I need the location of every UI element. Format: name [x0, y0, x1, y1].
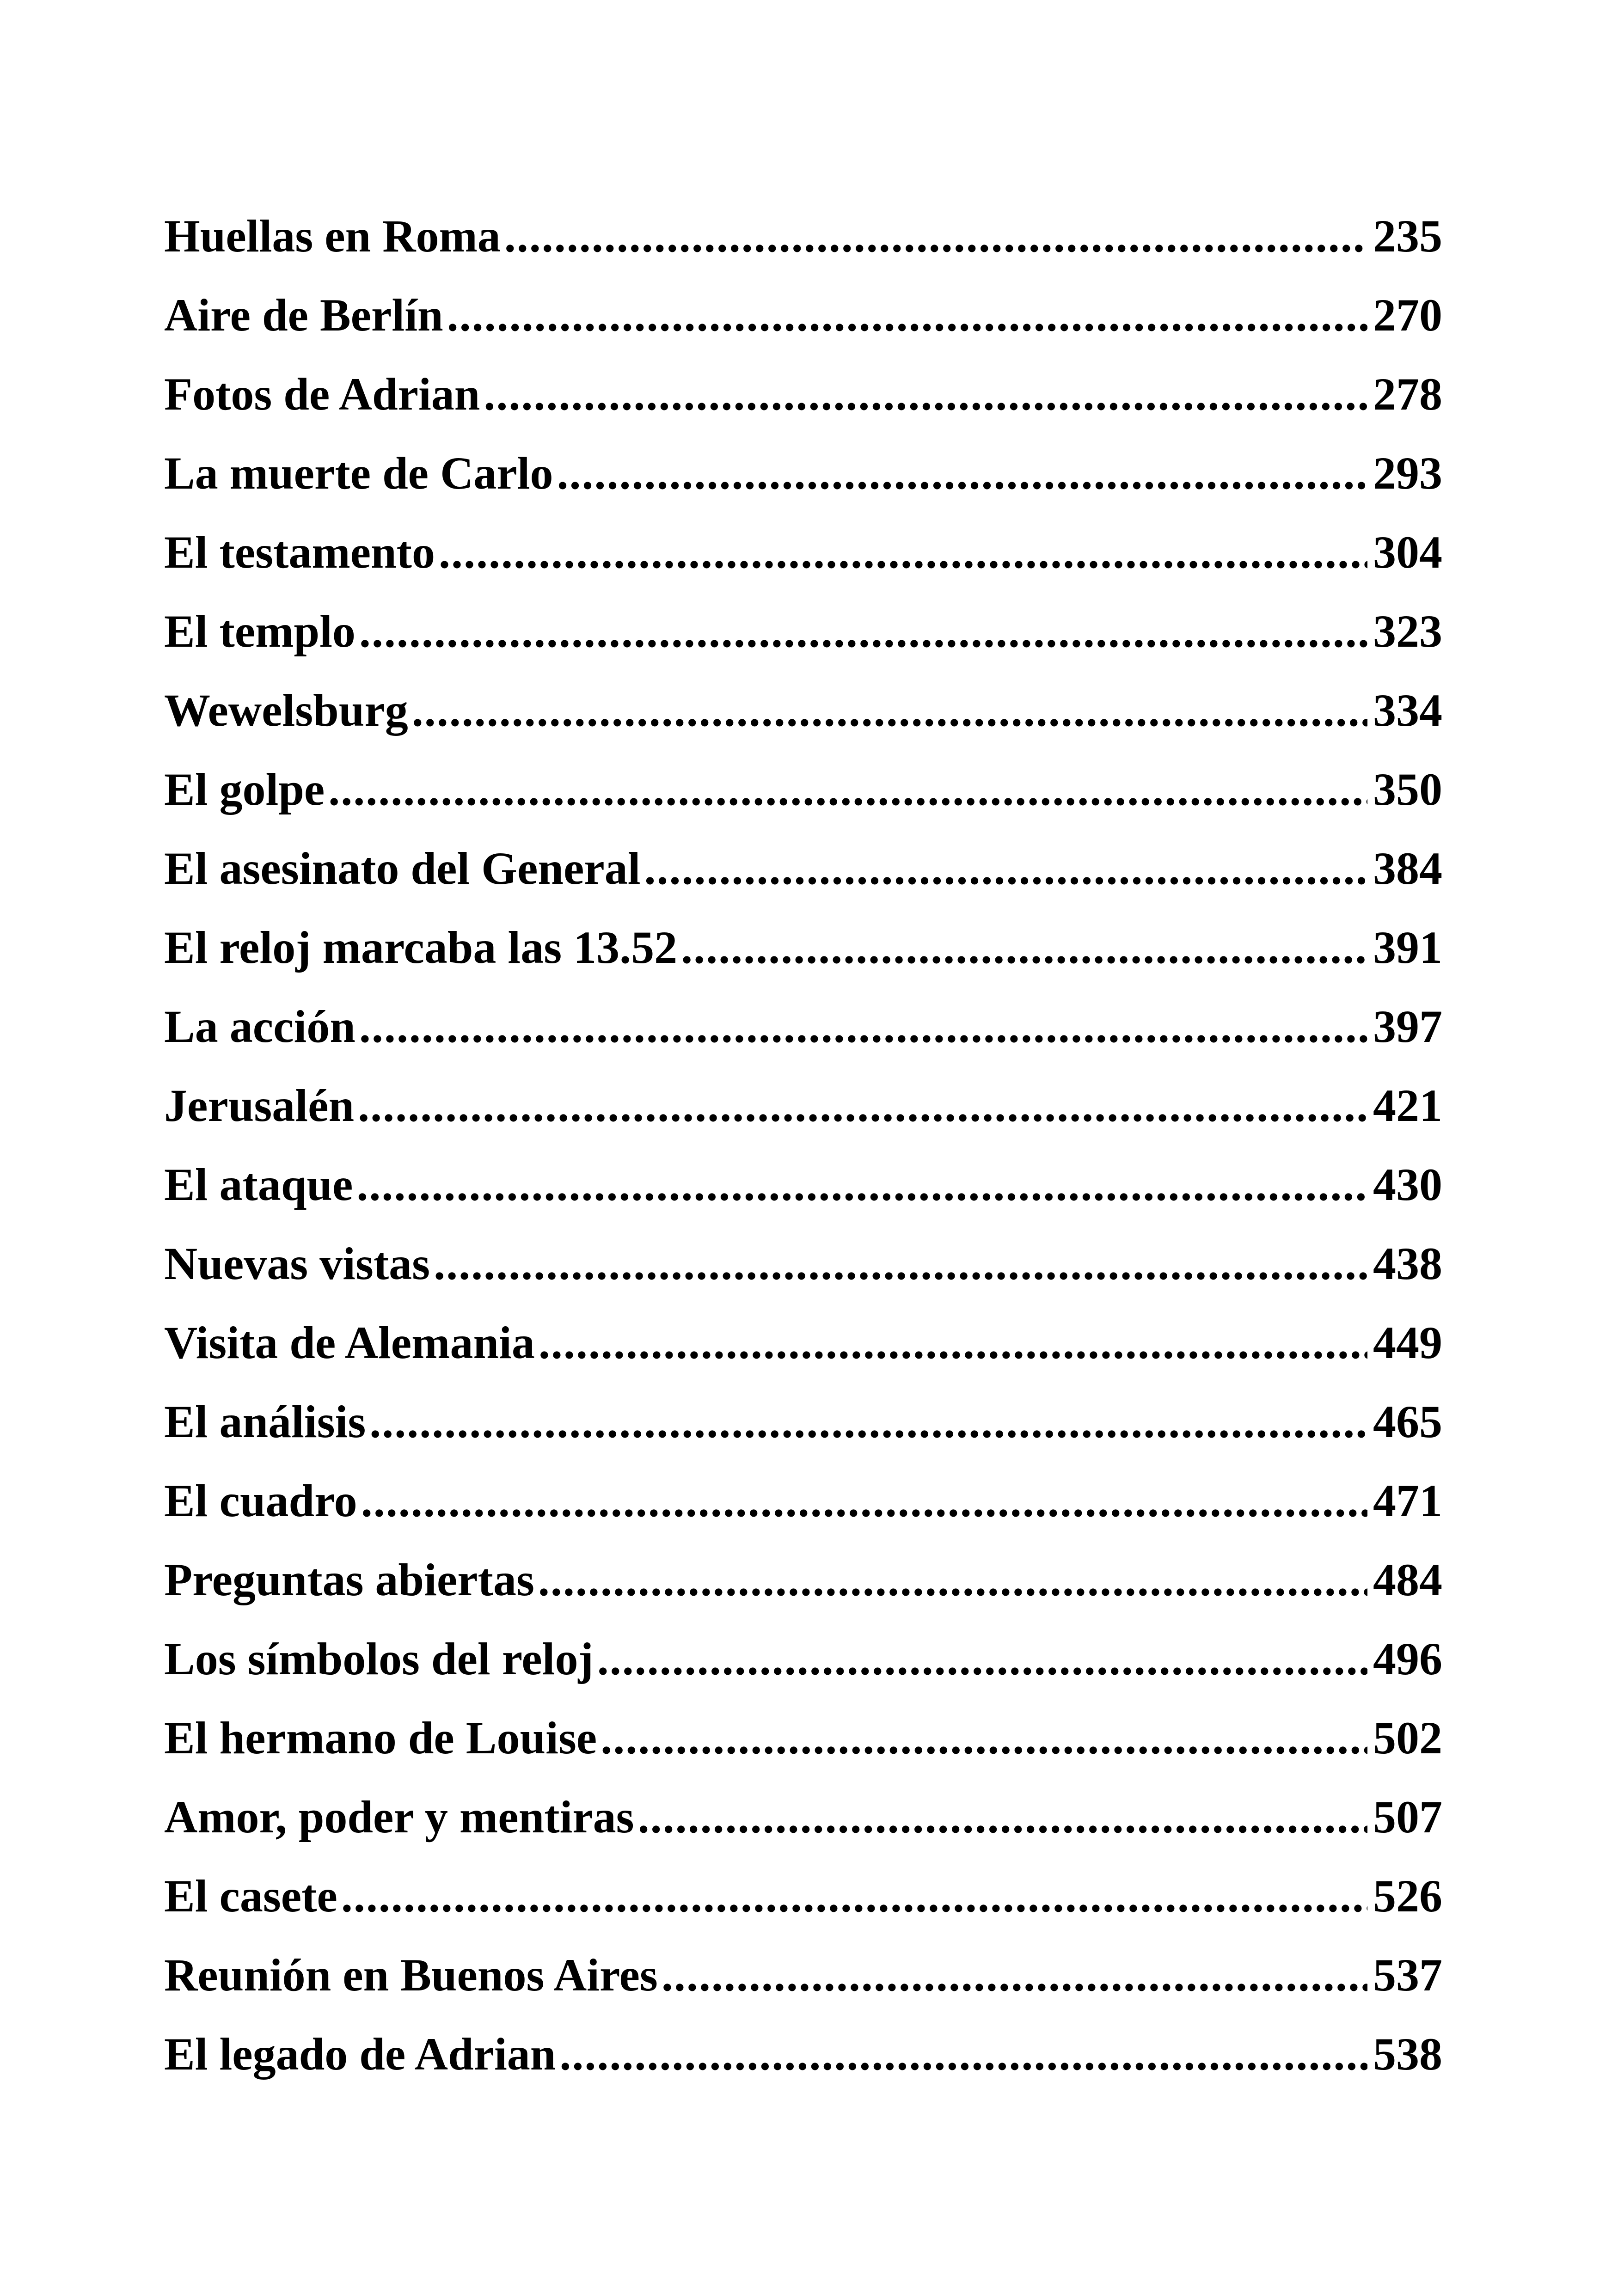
- toc-entry-page-number: 391: [1373, 922, 1442, 973]
- dot-leader: [504, 196, 1367, 276]
- toc-entry-title: El legado de Adrian: [164, 2028, 556, 2080]
- toc-entry[interactable]: [164, 355, 1442, 434]
- toc-entry-title: El ataque: [164, 1159, 353, 1210]
- dot-leader: [369, 1382, 1367, 1461]
- dot-leader: [358, 1066, 1367, 1145]
- toc-entry-page-number: 350: [1373, 764, 1442, 815]
- toc-entry[interactable]: [164, 1935, 1442, 2014]
- toc-entry-page-number: 507: [1373, 1791, 1442, 1843]
- toc-entry[interactable]: [164, 276, 1442, 355]
- toc-entry-page-number: 235: [1373, 210, 1442, 262]
- toc-entry-title: Preguntas abiertas: [164, 1554, 534, 1605]
- dot-leader: [638, 1777, 1367, 1856]
- toc-entry-title: Huellas en Roma: [164, 210, 501, 262]
- toc-entry-title: El hermano de Louise: [164, 1712, 597, 1763]
- dot-leader: [681, 908, 1367, 987]
- toc-entry-title: El asesinato del General: [164, 843, 641, 894]
- toc-entry-page-number: 502: [1373, 1712, 1442, 1763]
- toc-entry-page-number: 323: [1373, 606, 1442, 657]
- toc-entry-title: Reunión en Buenos Aires: [164, 1949, 658, 2001]
- toc-entry-title: El cuadro: [164, 1475, 357, 1526]
- dot-leader: [644, 829, 1367, 908]
- toc-entry-page-number: 430: [1373, 1159, 1442, 1210]
- dot-leader: [328, 750, 1367, 829]
- toc-entry-title: Aire de Berlín: [164, 289, 443, 341]
- toc-entry-page-number: 471: [1373, 1475, 1442, 1526]
- dot-leader: [359, 987, 1367, 1066]
- toc-entry-page-number: 421: [1373, 1080, 1442, 1131]
- dot-leader: [559, 2014, 1367, 2094]
- toc-entry-page-number: 438: [1373, 1238, 1442, 1289]
- dot-leader: [434, 1224, 1367, 1303]
- dot-leader: [662, 1935, 1367, 2014]
- dot-leader: [601, 1698, 1367, 1777]
- toc-entry[interactable]: [164, 1540, 1442, 1619]
- toc-entry[interactable]: [164, 1698, 1442, 1777]
- dot-leader: [484, 355, 1367, 434]
- toc-entry[interactable]: [164, 592, 1442, 671]
- toc-entry-page-number: 384: [1373, 843, 1442, 894]
- toc-entry-title: La acción: [164, 1001, 355, 1052]
- toc-entry-title: Jerusalén: [164, 1080, 355, 1131]
- toc-entry-title: Los símbolos del reloj: [164, 1633, 594, 1684]
- dot-leader: [361, 1461, 1367, 1540]
- dot-leader: [597, 1619, 1367, 1698]
- toc-entry-title: El testamento: [164, 527, 435, 578]
- toc-entry-page-number: 397: [1373, 1001, 1442, 1052]
- toc-entry-page-number: 465: [1373, 1396, 1442, 1447]
- toc-entry[interactable]: [164, 987, 1442, 1066]
- toc-entry[interactable]: [164, 513, 1442, 592]
- toc-entry-page-number: 526: [1373, 1870, 1442, 1922]
- toc-entry-page-number: 484: [1373, 1554, 1442, 1605]
- toc-entry-page-number: 496: [1373, 1633, 1442, 1684]
- toc-entry-title: El reloj marcaba las 13.52: [164, 922, 678, 973]
- toc-entry-title: Amor, poder y mentiras: [164, 1791, 634, 1843]
- toc-entry-title: El análisis: [164, 1396, 366, 1447]
- toc-entry-title: La muerte de Carlo: [164, 447, 553, 499]
- toc-entry[interactable]: [164, 1619, 1442, 1698]
- toc-entry-page-number: 270: [1373, 289, 1442, 341]
- toc-entry[interactable]: [164, 2014, 1442, 2094]
- toc-entry-page-number: 293: [1373, 447, 1442, 499]
- dot-leader: [557, 434, 1367, 513]
- toc-entry[interactable]: [164, 750, 1442, 829]
- table-of-contents: [164, 196, 1442, 2094]
- dot-leader: [359, 592, 1367, 671]
- toc-entry[interactable]: [164, 908, 1442, 987]
- dot-leader: [412, 671, 1367, 750]
- dot-leader: [539, 1303, 1367, 1382]
- toc-entry[interactable]: [164, 1461, 1442, 1540]
- toc-entry-page-number: 304: [1373, 527, 1442, 578]
- toc-entry-page-number: 537: [1373, 1949, 1442, 2001]
- toc-entry-title: El templo: [164, 606, 355, 657]
- toc-entry-page-number: 449: [1373, 1317, 1442, 1368]
- dot-leader: [356, 1145, 1367, 1224]
- toc-entry[interactable]: [164, 1382, 1442, 1461]
- toc-entry[interactable]: [164, 1224, 1442, 1303]
- dot-leader: [447, 276, 1367, 355]
- toc-entry-title: Fotos de Adrian: [164, 368, 480, 420]
- toc-entry-title: El golpe: [164, 764, 325, 815]
- toc-entry[interactable]: [164, 1303, 1442, 1382]
- toc-entry[interactable]: [164, 434, 1442, 513]
- dot-leader: [341, 1856, 1367, 1935]
- toc-entry-title: El casete: [164, 1870, 337, 1922]
- dot-leader: [439, 513, 1367, 592]
- toc-entry[interactable]: [164, 671, 1442, 750]
- toc-entry-title: Visita de Alemania: [164, 1317, 535, 1368]
- toc-entry-page-number: 538: [1373, 2028, 1442, 2080]
- toc-entry-title: Wewelsburg: [164, 685, 408, 736]
- toc-entry[interactable]: [164, 1856, 1442, 1935]
- toc-entry-page-number: 334: [1373, 685, 1442, 736]
- dot-leader: [538, 1540, 1367, 1619]
- toc-entry[interactable]: [164, 1145, 1442, 1224]
- toc-entry-page-number: 278: [1373, 368, 1442, 420]
- toc-entry[interactable]: [164, 829, 1442, 908]
- toc-entry[interactable]: [164, 196, 1442, 276]
- toc-entry[interactable]: [164, 1066, 1442, 1145]
- toc-entry-title: Nuevas vistas: [164, 1238, 430, 1289]
- toc-entry[interactable]: [164, 1777, 1442, 1856]
